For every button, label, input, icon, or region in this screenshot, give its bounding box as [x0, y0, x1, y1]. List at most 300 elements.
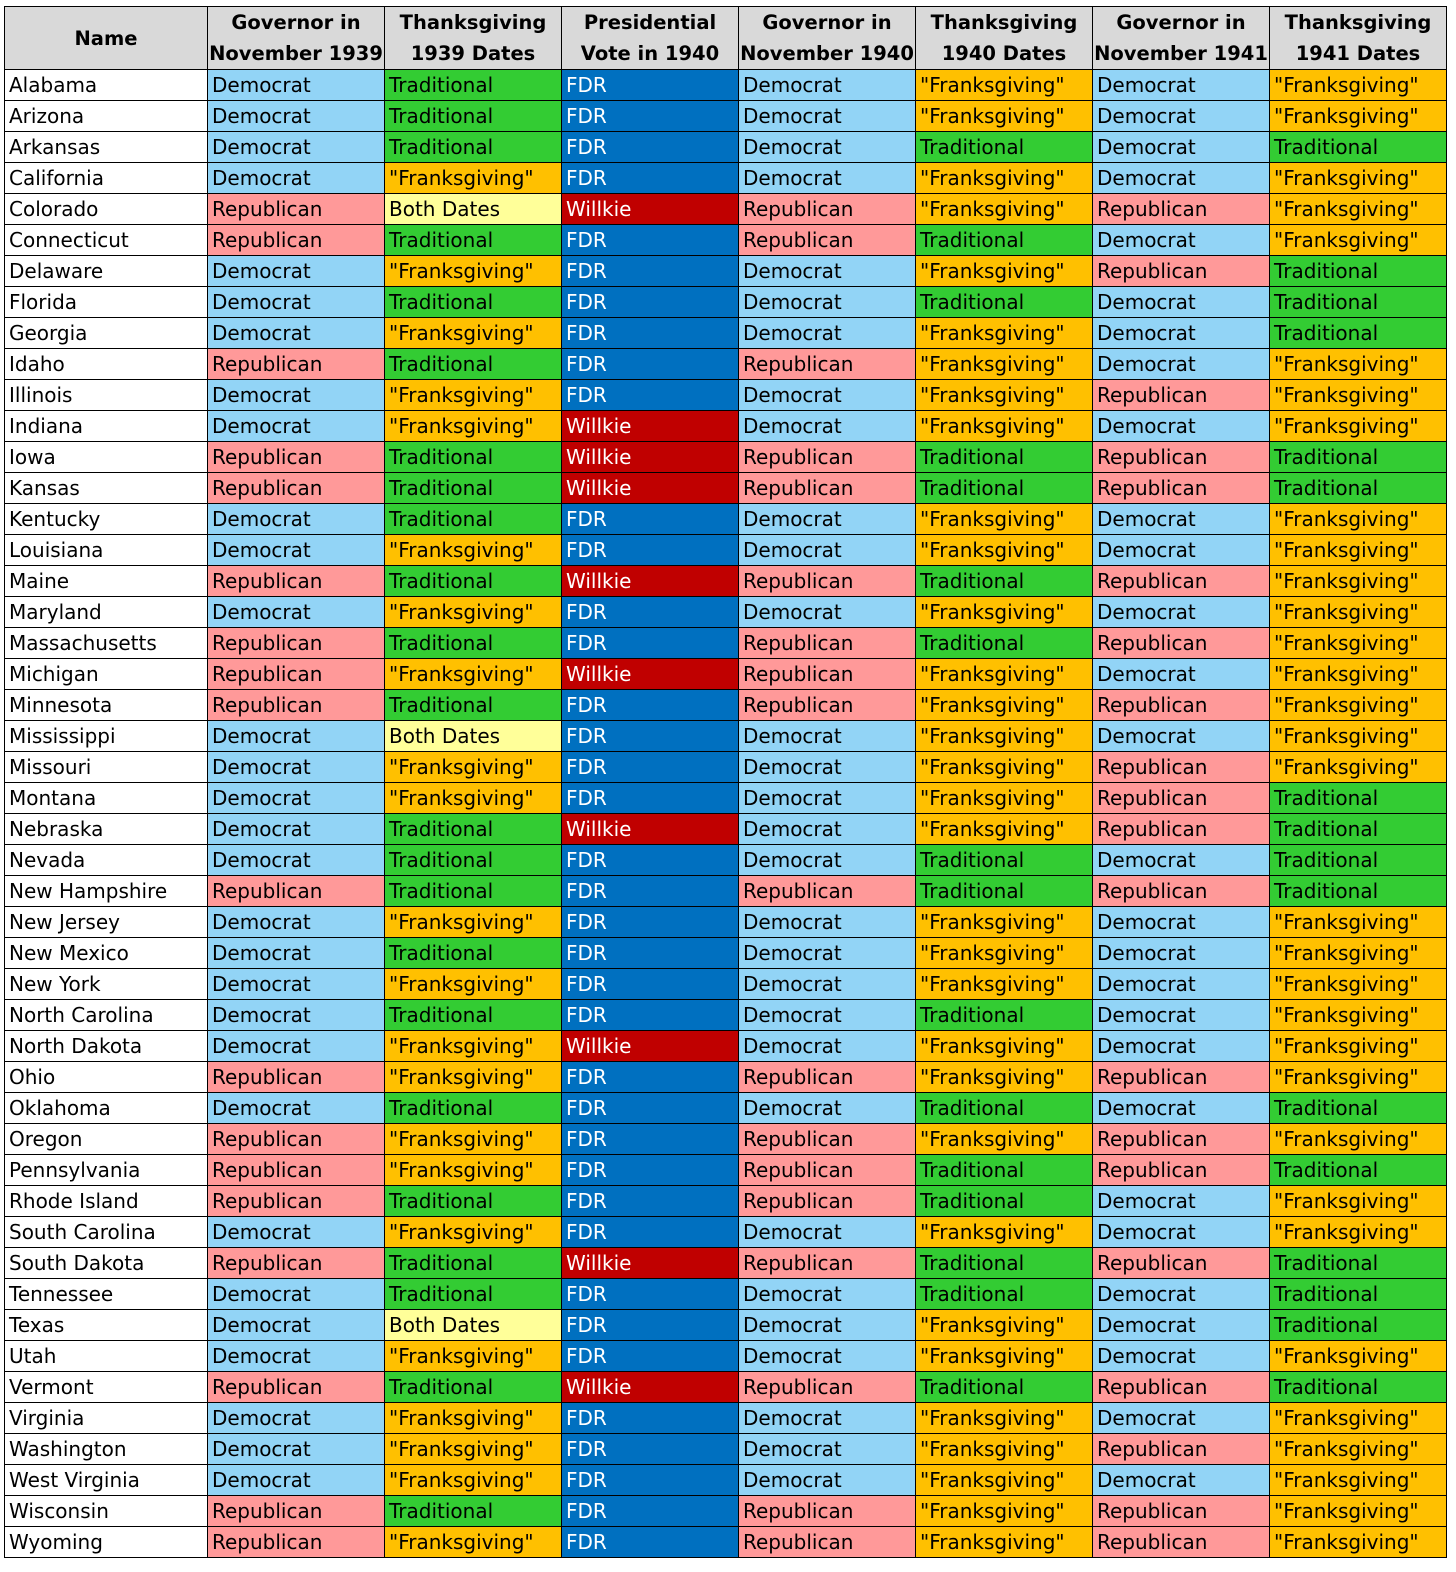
state-name-cell[interactable]: Maine: [5, 566, 208, 597]
thanksgiving-1939-cell[interactable]: Traditional: [385, 349, 562, 380]
governor-1939-cell[interactable]: Republican: [208, 1124, 385, 1155]
presidential-vote-1940-cell[interactable]: FDR: [562, 1403, 739, 1434]
thanksgiving-1941-cell[interactable]: "Franksgiving": [1270, 721, 1447, 752]
governor-1941-cell[interactable]: Democrat: [1093, 1000, 1270, 1031]
state-name-cell[interactable]: West Virginia: [5, 1465, 208, 1496]
presidential-vote-1940-cell[interactable]: FDR: [562, 101, 739, 132]
state-name-cell[interactable]: Louisiana: [5, 535, 208, 566]
state-name-cell[interactable]: Tennessee: [5, 1279, 208, 1310]
state-name-cell[interactable]: Texas: [5, 1310, 208, 1341]
thanksgiving-1939-cell[interactable]: Both Dates: [385, 1310, 562, 1341]
thanksgiving-1940-cell[interactable]: "Franksgiving": [916, 938, 1093, 969]
governor-1940-cell[interactable]: Democrat: [739, 969, 916, 1000]
governor-1941-cell[interactable]: Democrat: [1093, 1217, 1270, 1248]
thanksgiving-1940-cell[interactable]: "Franksgiving": [916, 907, 1093, 938]
governor-1939-cell[interactable]: Republican: [208, 1248, 385, 1279]
thanksgiving-1941-cell[interactable]: "Franksgiving": [1270, 1434, 1447, 1465]
thanksgiving-1941-cell[interactable]: "Franksgiving": [1270, 349, 1447, 380]
governor-1939-cell[interactable]: Democrat: [208, 1465, 385, 1496]
thanksgiving-1939-cell[interactable]: Traditional: [385, 1496, 562, 1527]
governor-1940-cell[interactable]: Republican: [739, 1248, 916, 1279]
state-name-cell[interactable]: Kansas: [5, 473, 208, 504]
presidential-vote-1940-cell[interactable]: FDR: [562, 535, 739, 566]
governor-1940-cell[interactable]: Republican: [739, 690, 916, 721]
governor-1939-cell[interactable]: Democrat: [208, 101, 385, 132]
column-header-name[interactable]: [5, 7, 208, 70]
governor-1941-cell[interactable]: Republican: [1093, 814, 1270, 845]
thanksgiving-1939-cell[interactable]: "Franksgiving": [385, 1527, 562, 1558]
thanksgiving-1941-cell[interactable]: Traditional: [1270, 1248, 1447, 1279]
thanksgiving-1941-cell[interactable]: "Franksgiving": [1270, 504, 1447, 535]
presidential-vote-1940-cell[interactable]: FDR: [562, 1341, 739, 1372]
presidential-vote-1940-cell[interactable]: FDR: [562, 783, 739, 814]
thanksgiving-1939-cell[interactable]: "Franksgiving": [385, 163, 562, 194]
thanksgiving-1940-cell[interactable]: Traditional: [916, 132, 1093, 163]
state-name-cell[interactable]: Vermont: [5, 1372, 208, 1403]
state-name-cell[interactable]: Montana: [5, 783, 208, 814]
governor-1939-cell[interactable]: Republican: [208, 659, 385, 690]
governor-1940-cell[interactable]: Republican: [739, 659, 916, 690]
thanksgiving-1940-cell[interactable]: "Franksgiving": [916, 690, 1093, 721]
state-name-cell[interactable]: Nevada: [5, 845, 208, 876]
thanksgiving-1940-cell[interactable]: Traditional: [916, 473, 1093, 504]
governor-1940-cell[interactable]: Republican: [739, 442, 916, 473]
governor-1939-cell[interactable]: Republican: [208, 194, 385, 225]
thanksgiving-1941-cell[interactable]: "Franksgiving": [1270, 597, 1447, 628]
presidential-vote-1940-cell[interactable]: Willkie: [562, 814, 739, 845]
governor-1940-cell[interactable]: Republican: [739, 1496, 916, 1527]
governor-1939-cell[interactable]: Democrat: [208, 721, 385, 752]
presidential-vote-1940-cell[interactable]: FDR: [562, 1496, 739, 1527]
presidential-vote-1940-cell[interactable]: FDR: [562, 349, 739, 380]
state-name-cell[interactable]: Mississippi: [5, 721, 208, 752]
presidential-vote-1940-cell[interactable]: FDR: [562, 752, 739, 783]
state-name-cell[interactable]: Georgia: [5, 318, 208, 349]
governor-1941-cell[interactable]: Democrat: [1093, 101, 1270, 132]
state-name-cell[interactable]: Delaware: [5, 256, 208, 287]
thanksgiving-1940-cell[interactable]: Traditional: [916, 225, 1093, 256]
column-header-presidential-vote-1940[interactable]: [562, 7, 739, 70]
governor-1940-cell[interactable]: Democrat: [739, 1279, 916, 1310]
governor-1940-cell[interactable]: Democrat: [739, 535, 916, 566]
presidential-vote-1940-cell[interactable]: FDR: [562, 1155, 739, 1186]
thanksgiving-1941-cell[interactable]: Traditional: [1270, 783, 1447, 814]
governor-1940-cell[interactable]: Democrat: [739, 1093, 916, 1124]
governor-1939-cell[interactable]: Democrat: [208, 380, 385, 411]
state-name-cell[interactable]: North Dakota: [5, 1031, 208, 1062]
state-name-cell[interactable]: Oregon: [5, 1124, 208, 1155]
governor-1940-cell[interactable]: Democrat: [739, 504, 916, 535]
governor-1941-cell[interactable]: Democrat: [1093, 349, 1270, 380]
governor-1941-cell[interactable]: Democrat: [1093, 597, 1270, 628]
governor-1939-cell[interactable]: Republican: [208, 442, 385, 473]
state-name-cell[interactable]: South Dakota: [5, 1248, 208, 1279]
governor-1941-cell[interactable]: Republican: [1093, 1248, 1270, 1279]
thanksgiving-1939-cell[interactable]: "Franksgiving": [385, 752, 562, 783]
governor-1940-cell[interactable]: Democrat: [739, 814, 916, 845]
governor-1941-cell[interactable]: Republican: [1093, 628, 1270, 659]
governor-1941-cell[interactable]: Democrat: [1093, 1403, 1270, 1434]
presidential-vote-1940-cell[interactable]: FDR: [562, 1279, 739, 1310]
governor-1939-cell[interactable]: Democrat: [208, 1031, 385, 1062]
governor-1941-cell[interactable]: Republican: [1093, 442, 1270, 473]
thanksgiving-1941-cell[interactable]: "Franksgiving": [1270, 659, 1447, 690]
thanksgiving-1940-cell[interactable]: Traditional: [916, 1186, 1093, 1217]
state-name-cell[interactable]: Arkansas: [5, 132, 208, 163]
governor-1940-cell[interactable]: Republican: [739, 225, 916, 256]
thanksgiving-1941-cell[interactable]: "Franksgiving": [1270, 1403, 1447, 1434]
thanksgiving-1939-cell[interactable]: Traditional: [385, 1248, 562, 1279]
governor-1939-cell[interactable]: Republican: [208, 1062, 385, 1093]
column-header-thanksgiving-1941[interactable]: [1270, 7, 1447, 70]
governor-1941-cell[interactable]: Democrat: [1093, 938, 1270, 969]
governor-1939-cell[interactable]: Democrat: [208, 504, 385, 535]
governor-1940-cell[interactable]: Democrat: [739, 256, 916, 287]
thanksgiving-1939-cell[interactable]: "Franksgiving": [385, 1403, 562, 1434]
presidential-vote-1940-cell[interactable]: Willkie: [562, 442, 739, 473]
presidential-vote-1940-cell[interactable]: FDR: [562, 1062, 739, 1093]
governor-1940-cell[interactable]: Democrat: [739, 783, 916, 814]
governor-1939-cell[interactable]: Democrat: [208, 1000, 385, 1031]
thanksgiving-1939-cell[interactable]: "Franksgiving": [385, 1434, 562, 1465]
governor-1939-cell[interactable]: Republican: [208, 690, 385, 721]
thanksgiving-1940-cell[interactable]: Traditional: [916, 1372, 1093, 1403]
thanksgiving-1940-cell[interactable]: "Franksgiving": [916, 597, 1093, 628]
presidential-vote-1940-cell[interactable]: Willkie: [562, 1031, 739, 1062]
governor-1939-cell[interactable]: Republican: [208, 225, 385, 256]
state-name-cell[interactable]: North Carolina: [5, 1000, 208, 1031]
thanksgiving-1939-cell[interactable]: "Franksgiving": [385, 1031, 562, 1062]
state-name-cell[interactable]: Oklahoma: [5, 1093, 208, 1124]
state-name-cell[interactable]: Illinois: [5, 380, 208, 411]
thanksgiving-1939-cell[interactable]: Traditional: [385, 101, 562, 132]
governor-1940-cell[interactable]: Democrat: [739, 752, 916, 783]
state-name-cell[interactable]: Utah: [5, 1341, 208, 1372]
thanksgiving-1940-cell[interactable]: "Franksgiving": [916, 1403, 1093, 1434]
thanksgiving-1940-cell[interactable]: Traditional: [916, 287, 1093, 318]
presidential-vote-1940-cell[interactable]: Willkie: [562, 194, 739, 225]
thanksgiving-1940-cell[interactable]: "Franksgiving": [916, 380, 1093, 411]
governor-1939-cell[interactable]: Democrat: [208, 1217, 385, 1248]
thanksgiving-1940-cell[interactable]: "Franksgiving": [916, 1434, 1093, 1465]
governor-1939-cell[interactable]: Democrat: [208, 318, 385, 349]
thanksgiving-1941-cell[interactable]: Traditional: [1270, 845, 1447, 876]
thanksgiving-1940-cell[interactable]: Traditional: [916, 1000, 1093, 1031]
governor-1940-cell[interactable]: Democrat: [739, 318, 916, 349]
governor-1939-cell[interactable]: Democrat: [208, 783, 385, 814]
governor-1941-cell[interactable]: Republican: [1093, 1434, 1270, 1465]
thanksgiving-1939-cell[interactable]: Traditional: [385, 473, 562, 504]
presidential-vote-1940-cell[interactable]: FDR: [562, 907, 739, 938]
state-name-cell[interactable]: Kentucky: [5, 504, 208, 535]
thanksgiving-1939-cell[interactable]: "Franksgiving": [385, 783, 562, 814]
governor-1939-cell[interactable]: Democrat: [208, 70, 385, 101]
thanksgiving-1940-cell[interactable]: "Franksgiving": [916, 1527, 1093, 1558]
governor-1940-cell[interactable]: Democrat: [739, 1465, 916, 1496]
governor-1939-cell[interactable]: Democrat: [208, 597, 385, 628]
presidential-vote-1940-cell[interactable]: FDR: [562, 163, 739, 194]
governor-1940-cell[interactable]: Republican: [739, 1186, 916, 1217]
thanksgiving-1940-cell[interactable]: "Franksgiving": [916, 659, 1093, 690]
thanksgiving-1939-cell[interactable]: Traditional: [385, 938, 562, 969]
thanksgiving-1941-cell[interactable]: Traditional: [1270, 814, 1447, 845]
state-name-cell[interactable]: Missouri: [5, 752, 208, 783]
presidential-vote-1940-cell[interactable]: FDR: [562, 318, 739, 349]
thanksgiving-1941-cell[interactable]: Traditional: [1270, 1093, 1447, 1124]
presidential-vote-1940-cell[interactable]: FDR: [562, 380, 739, 411]
thanksgiving-1941-cell[interactable]: "Franksgiving": [1270, 380, 1447, 411]
governor-1939-cell[interactable]: Democrat: [208, 938, 385, 969]
thanksgiving-1940-cell[interactable]: Traditional: [916, 1248, 1093, 1279]
governor-1941-cell[interactable]: Democrat: [1093, 1341, 1270, 1372]
thanksgiving-1940-cell[interactable]: "Franksgiving": [916, 752, 1093, 783]
presidential-vote-1940-cell[interactable]: FDR: [562, 504, 739, 535]
thanksgiving-1939-cell[interactable]: Both Dates: [385, 721, 562, 752]
governor-1941-cell[interactable]: Democrat: [1093, 535, 1270, 566]
thanksgiving-1941-cell[interactable]: "Franksgiving": [1270, 628, 1447, 659]
governor-1939-cell[interactable]: Democrat: [208, 907, 385, 938]
governor-1940-cell[interactable]: Democrat: [739, 1403, 916, 1434]
thanksgiving-1939-cell[interactable]: "Franksgiving": [385, 318, 562, 349]
governor-1941-cell[interactable]: Republican: [1093, 566, 1270, 597]
presidential-vote-1940-cell[interactable]: Willkie: [562, 411, 739, 442]
governor-1941-cell[interactable]: Democrat: [1093, 318, 1270, 349]
governor-1940-cell[interactable]: Republican: [739, 1527, 916, 1558]
thanksgiving-1941-cell[interactable]: "Franksgiving": [1270, 1031, 1447, 1062]
thanksgiving-1941-cell[interactable]: "Franksgiving": [1270, 907, 1447, 938]
column-header-governor-1940[interactable]: [739, 7, 916, 70]
governor-1940-cell[interactable]: Republican: [739, 349, 916, 380]
governor-1941-cell[interactable]: Republican: [1093, 473, 1270, 504]
thanksgiving-1941-cell[interactable]: "Franksgiving": [1270, 1341, 1447, 1372]
thanksgiving-1941-cell[interactable]: Traditional: [1270, 1372, 1447, 1403]
thanksgiving-1941-cell[interactable]: Traditional: [1270, 473, 1447, 504]
thanksgiving-1939-cell[interactable]: "Franksgiving": [385, 1062, 562, 1093]
governor-1939-cell[interactable]: Republican: [208, 1496, 385, 1527]
thanksgiving-1940-cell[interactable]: "Franksgiving": [916, 504, 1093, 535]
presidential-vote-1940-cell[interactable]: Willkie: [562, 1248, 739, 1279]
state-name-cell[interactable]: Pennsylvania: [5, 1155, 208, 1186]
thanksgiving-1939-cell[interactable]: Traditional: [385, 504, 562, 535]
governor-1941-cell[interactable]: Democrat: [1093, 504, 1270, 535]
governor-1939-cell[interactable]: Republican: [208, 349, 385, 380]
state-name-cell[interactable]: Alabama: [5, 70, 208, 101]
governor-1941-cell[interactable]: Republican: [1093, 690, 1270, 721]
thanksgiving-1940-cell[interactable]: Traditional: [916, 876, 1093, 907]
presidential-vote-1940-cell[interactable]: FDR: [562, 690, 739, 721]
thanksgiving-1939-cell[interactable]: Traditional: [385, 566, 562, 597]
state-name-cell[interactable]: Arizona: [5, 101, 208, 132]
thanksgiving-1939-cell[interactable]: "Franksgiving": [385, 1155, 562, 1186]
governor-1941-cell[interactable]: Republican: [1093, 783, 1270, 814]
governor-1939-cell[interactable]: Democrat: [208, 256, 385, 287]
thanksgiving-1940-cell[interactable]: "Franksgiving": [916, 721, 1093, 752]
column-header-governor-1941[interactable]: [1093, 7, 1270, 70]
governor-1940-cell[interactable]: Democrat: [739, 70, 916, 101]
thanksgiving-1940-cell[interactable]: Traditional: [916, 1093, 1093, 1124]
thanksgiving-1939-cell[interactable]: Traditional: [385, 690, 562, 721]
state-name-cell[interactable]: New York: [5, 969, 208, 1000]
governor-1939-cell[interactable]: Republican: [208, 1372, 385, 1403]
thanksgiving-1941-cell[interactable]: "Franksgiving": [1270, 566, 1447, 597]
governor-1939-cell[interactable]: Democrat: [208, 1279, 385, 1310]
thanksgiving-1939-cell[interactable]: "Franksgiving": [385, 907, 562, 938]
presidential-vote-1940-cell[interactable]: FDR: [562, 721, 739, 752]
thanksgiving-1939-cell[interactable]: "Franksgiving": [385, 597, 562, 628]
thanksgiving-1940-cell[interactable]: "Franksgiving": [916, 70, 1093, 101]
governor-1940-cell[interactable]: Democrat: [739, 1000, 916, 1031]
presidential-vote-1940-cell[interactable]: FDR: [562, 938, 739, 969]
governor-1939-cell[interactable]: Democrat: [208, 752, 385, 783]
state-name-cell[interactable]: Nebraska: [5, 814, 208, 845]
thanksgiving-1941-cell[interactable]: "Franksgiving": [1270, 225, 1447, 256]
thanksgiving-1940-cell[interactable]: "Franksgiving": [916, 1031, 1093, 1062]
thanksgiving-1940-cell[interactable]: "Franksgiving": [916, 101, 1093, 132]
thanksgiving-1941-cell[interactable]: "Franksgiving": [1270, 1527, 1447, 1558]
thanksgiving-1940-cell[interactable]: "Franksgiving": [916, 969, 1093, 1000]
thanksgiving-1941-cell[interactable]: "Franksgiving": [1270, 101, 1447, 132]
governor-1939-cell[interactable]: Democrat: [208, 411, 385, 442]
thanksgiving-1940-cell[interactable]: "Franksgiving": [916, 1217, 1093, 1248]
governor-1940-cell[interactable]: Democrat: [739, 1310, 916, 1341]
column-header-thanksgiving-1939[interactable]: [385, 7, 562, 70]
state-name-cell[interactable]: South Carolina: [5, 1217, 208, 1248]
state-name-cell[interactable]: Colorado: [5, 194, 208, 225]
governor-1939-cell[interactable]: Democrat: [208, 1310, 385, 1341]
thanksgiving-1939-cell[interactable]: Traditional: [385, 1372, 562, 1403]
presidential-vote-1940-cell[interactable]: FDR: [562, 132, 739, 163]
thanksgiving-1939-cell[interactable]: Traditional: [385, 1000, 562, 1031]
governor-1940-cell[interactable]: Republican: [739, 1372, 916, 1403]
governor-1941-cell[interactable]: Republican: [1093, 752, 1270, 783]
thanksgiving-1939-cell[interactable]: Traditional: [385, 876, 562, 907]
state-name-cell[interactable]: New Hampshire: [5, 876, 208, 907]
governor-1941-cell[interactable]: Republican: [1093, 1527, 1270, 1558]
thanksgiving-1939-cell[interactable]: "Franksgiving": [385, 1341, 562, 1372]
thanksgiving-1940-cell[interactable]: Traditional: [916, 442, 1093, 473]
thanksgiving-1941-cell[interactable]: "Franksgiving": [1270, 969, 1447, 1000]
thanksgiving-1941-cell[interactable]: "Franksgiving": [1270, 1217, 1447, 1248]
thanksgiving-1940-cell[interactable]: "Franksgiving": [916, 814, 1093, 845]
thanksgiving-1939-cell[interactable]: Traditional: [385, 442, 562, 473]
governor-1941-cell[interactable]: Democrat: [1093, 969, 1270, 1000]
governor-1940-cell[interactable]: Democrat: [739, 938, 916, 969]
presidential-vote-1940-cell[interactable]: FDR: [562, 1310, 739, 1341]
thanksgiving-1939-cell[interactable]: Traditional: [385, 1279, 562, 1310]
presidential-vote-1940-cell[interactable]: FDR: [562, 256, 739, 287]
governor-1941-cell[interactable]: Republican: [1093, 876, 1270, 907]
presidential-vote-1940-cell[interactable]: FDR: [562, 845, 739, 876]
state-name-cell[interactable]: California: [5, 163, 208, 194]
governor-1941-cell[interactable]: Democrat: [1093, 845, 1270, 876]
state-name-cell[interactable]: Washington: [5, 1434, 208, 1465]
governor-1941-cell[interactable]: Democrat: [1093, 659, 1270, 690]
governor-1940-cell[interactable]: Democrat: [739, 1217, 916, 1248]
governor-1940-cell[interactable]: Republican: [739, 194, 916, 225]
governor-1940-cell[interactable]: Democrat: [739, 380, 916, 411]
thanksgiving-1939-cell[interactable]: "Franksgiving": [385, 535, 562, 566]
governor-1939-cell[interactable]: Republican: [208, 1527, 385, 1558]
presidential-vote-1940-cell[interactable]: FDR: [562, 70, 739, 101]
governor-1940-cell[interactable]: Democrat: [739, 132, 916, 163]
governor-1940-cell[interactable]: Democrat: [739, 1031, 916, 1062]
thanksgiving-1941-cell[interactable]: Traditional: [1270, 1155, 1447, 1186]
governor-1940-cell[interactable]: Republican: [739, 628, 916, 659]
governor-1940-cell[interactable]: Republican: [739, 1062, 916, 1093]
thanksgiving-1939-cell[interactable]: Traditional: [385, 70, 562, 101]
thanksgiving-1939-cell[interactable]: Both Dates: [385, 194, 562, 225]
state-name-cell[interactable]: Wisconsin: [5, 1496, 208, 1527]
thanksgiving-1941-cell[interactable]: "Franksgiving": [1270, 938, 1447, 969]
thanksgiving-1939-cell[interactable]: Traditional: [385, 225, 562, 256]
presidential-vote-1940-cell[interactable]: FDR: [562, 876, 739, 907]
presidential-vote-1940-cell[interactable]: Willkie: [562, 1372, 739, 1403]
presidential-vote-1940-cell[interactable]: FDR: [562, 1434, 739, 1465]
thanksgiving-1941-cell[interactable]: Traditional: [1270, 287, 1447, 318]
state-name-cell[interactable]: Iowa: [5, 442, 208, 473]
thanksgiving-1941-cell[interactable]: Traditional: [1270, 256, 1447, 287]
thanksgiving-1939-cell[interactable]: Traditional: [385, 1093, 562, 1124]
column-header-thanksgiving-1940[interactable]: [916, 7, 1093, 70]
governor-1941-cell[interactable]: Democrat: [1093, 163, 1270, 194]
thanksgiving-1940-cell[interactable]: "Franksgiving": [916, 256, 1093, 287]
thanksgiving-1940-cell[interactable]: "Franksgiving": [916, 1496, 1093, 1527]
presidential-vote-1940-cell[interactable]: FDR: [562, 225, 739, 256]
thanksgiving-1941-cell[interactable]: Traditional: [1270, 132, 1447, 163]
presidential-vote-1940-cell[interactable]: FDR: [562, 1124, 739, 1155]
governor-1940-cell[interactable]: Democrat: [739, 163, 916, 194]
thanksgiving-1940-cell[interactable]: "Franksgiving": [916, 318, 1093, 349]
thanksgiving-1940-cell[interactable]: Traditional: [916, 1155, 1093, 1186]
governor-1941-cell[interactable]: Democrat: [1093, 907, 1270, 938]
state-name-cell[interactable]: Florida: [5, 287, 208, 318]
governor-1941-cell[interactable]: Republican: [1093, 1062, 1270, 1093]
governor-1939-cell[interactable]: Republican: [208, 1155, 385, 1186]
thanksgiving-1941-cell[interactable]: "Franksgiving": [1270, 1186, 1447, 1217]
state-name-cell[interactable]: Rhode Island: [5, 1186, 208, 1217]
governor-1940-cell[interactable]: Democrat: [739, 597, 916, 628]
thanksgiving-1941-cell[interactable]: "Franksgiving": [1270, 70, 1447, 101]
governor-1941-cell[interactable]: Democrat: [1093, 411, 1270, 442]
thanksgiving-1940-cell[interactable]: "Franksgiving": [916, 163, 1093, 194]
thanksgiving-1939-cell[interactable]: "Franksgiving": [385, 256, 562, 287]
thanksgiving-1939-cell[interactable]: "Franksgiving": [385, 659, 562, 690]
state-name-cell[interactable]: Ohio: [5, 1062, 208, 1093]
governor-1940-cell[interactable]: Democrat: [739, 411, 916, 442]
thanksgiving-1939-cell[interactable]: "Franksgiving": [385, 1217, 562, 1248]
presidential-vote-1940-cell[interactable]: FDR: [562, 287, 739, 318]
presidential-vote-1940-cell[interactable]: FDR: [562, 597, 739, 628]
thanksgiving-1939-cell[interactable]: "Franksgiving": [385, 969, 562, 1000]
presidential-vote-1940-cell[interactable]: Willkie: [562, 473, 739, 504]
thanksgiving-1939-cell[interactable]: Traditional: [385, 628, 562, 659]
thanksgiving-1941-cell[interactable]: "Franksgiving": [1270, 411, 1447, 442]
governor-1939-cell[interactable]: Democrat: [208, 1341, 385, 1372]
governor-1941-cell[interactable]: Republican: [1093, 380, 1270, 411]
thanksgiving-1940-cell[interactable]: Traditional: [916, 628, 1093, 659]
governor-1939-cell[interactable]: Republican: [208, 876, 385, 907]
governor-1940-cell[interactable]: Republican: [739, 876, 916, 907]
state-name-cell[interactable]: Virginia: [5, 1403, 208, 1434]
governor-1939-cell[interactable]: Democrat: [208, 1434, 385, 1465]
governor-1939-cell[interactable]: Democrat: [208, 969, 385, 1000]
governor-1941-cell[interactable]: Democrat: [1093, 1465, 1270, 1496]
thanksgiving-1939-cell[interactable]: Traditional: [385, 287, 562, 318]
thanksgiving-1941-cell[interactable]: Traditional: [1270, 876, 1447, 907]
thanksgiving-1940-cell[interactable]: "Franksgiving": [916, 1465, 1093, 1496]
thanksgiving-1939-cell[interactable]: "Franksgiving": [385, 411, 562, 442]
thanksgiving-1941-cell[interactable]: "Franksgiving": [1270, 752, 1447, 783]
